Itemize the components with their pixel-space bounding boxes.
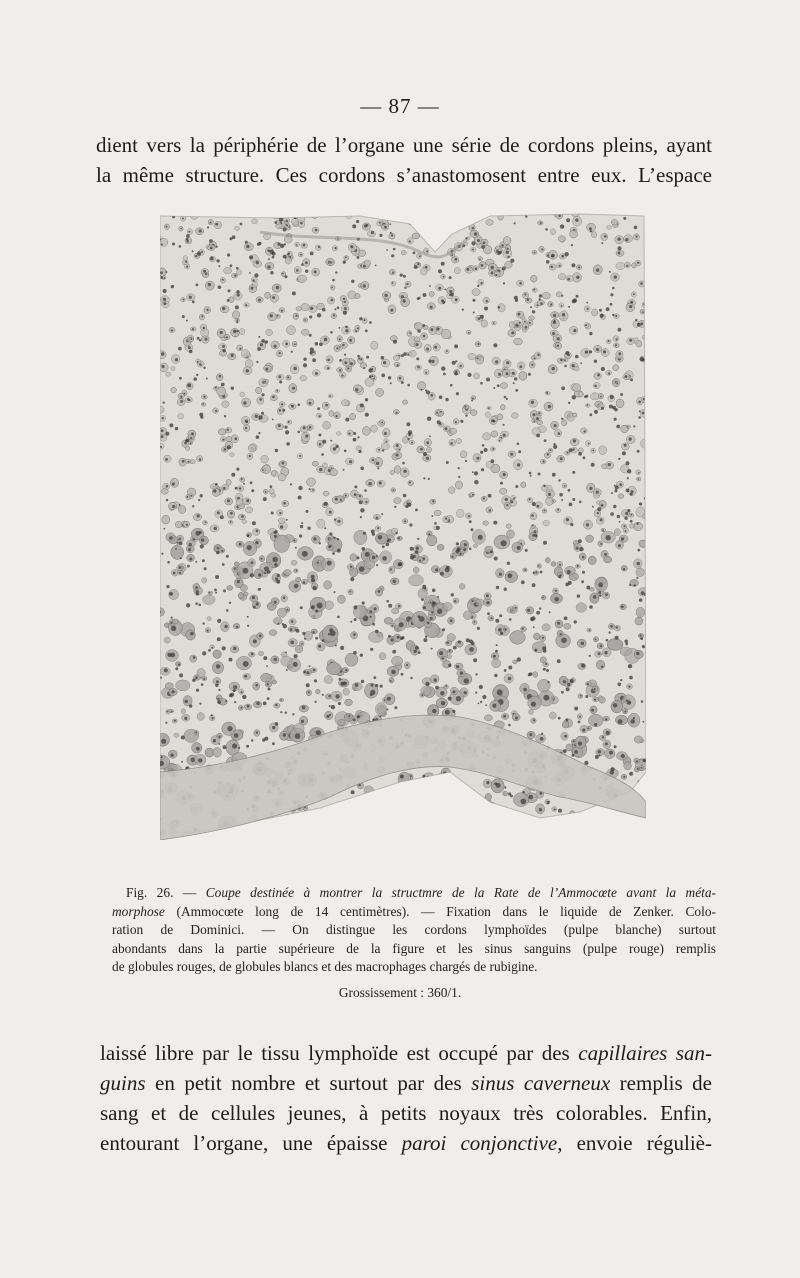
italic-term: capillaires san-: [578, 1041, 712, 1065]
caption-line: ration de Dominici. — On distingue les cordons lymphoïdes (pulpe blanche) surtout: [112, 922, 716, 937]
top-paragraph: [96, 130, 712, 190]
italic-term: paroi conjonctive: [401, 1131, 558, 1155]
figure-label: Fig. 26.: [126, 885, 174, 900]
text-line: la même structure. Ces cordons s’anastomosent entre eux. L’espace: [96, 163, 712, 187]
caption-title-italic: Coupe destinée à montrer la structmre de la Rate de l’Ammocœte avant la méta-: [205, 885, 717, 900]
histology-figure: [160, 212, 646, 840]
text-line: [100, 1038, 712, 1068]
caption-line: [112, 884, 716, 903]
caption-line: [112, 903, 716, 922]
text-line: sang et de cellules jeunes, à petits noyaux très colorables. Enfin,: [100, 1101, 712, 1125]
spleen-section-drawing: [160, 212, 646, 840]
text-run: remplis de: [610, 1071, 712, 1095]
text-run: entourant l’organe, une épaisse: [100, 1131, 402, 1155]
caption-text: (Ammocœte long de 14 centimètres). — Fixation dans le liquide de Zenker. Colo-: [164, 903, 716, 919]
caption-line: abondants dans la partie supérieure de la figure et les sinus sanguins (pulpe rouge) remplis: [112, 940, 716, 956]
italic-term: sinus caverneux: [471, 1071, 611, 1095]
text-line: [100, 1128, 712, 1158]
caption-title-italic-cont: morphose: [112, 903, 165, 919]
text-run: laissé libre par le tissu lymphoïde est occupé par des: [100, 1041, 579, 1065]
text-run: , envoie réguliè-: [557, 1131, 712, 1155]
figure-caption: [112, 884, 716, 977]
text-line: dient vers la périphérie de l’organe une série de cordons pleins, ayant: [96, 133, 712, 157]
page-number: — 87 —: [360, 94, 440, 118]
bottom-paragraph: [100, 1038, 712, 1158]
text-run: en petit nombre et surtout par des: [145, 1071, 472, 1095]
text-line: [100, 1068, 712, 1098]
italic-term: guins: [100, 1071, 146, 1095]
caption-dash: —: [173, 885, 206, 900]
figure-magnification: Grossissement : 360/1.: [338, 985, 462, 1000]
caption-line: de globules rouges, de globules blancs et des macrophages chargés de rubigine.: [112, 959, 538, 974]
